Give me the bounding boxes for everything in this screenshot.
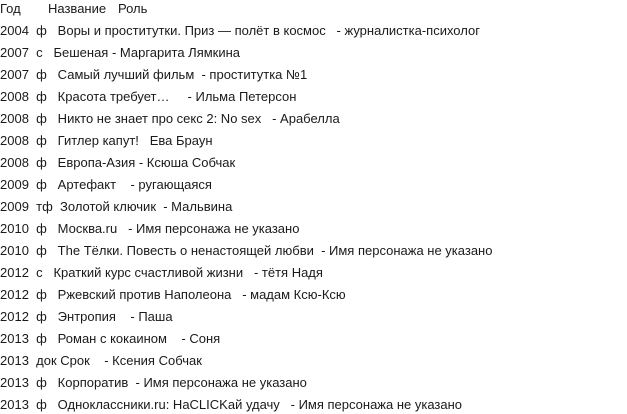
table-row: 2013 док Срок - Ксения Собчак — [0, 353, 202, 368]
table-row: 2004 ф Воры и проститутки. Приз — полёт в космос - журналистка-психолог — [0, 23, 480, 38]
table-row: 2012 ф Ржевский против Наполеона - мадам Ксю-Ксю — [0, 287, 346, 302]
table-row: 2008 ф Никто не знает про секс 2: No sex - Арабелла — [0, 111, 340, 126]
table-row: 2012 с Краткий курс счастливой жизни - тётя Надя — [0, 265, 323, 280]
table-row: 2013 ф Одноклассники.ru: НаCLICKай удачу - Имя персонажа не указано — [0, 397, 463, 412]
table-row: 2008 ф Гитлер капут! Ева Браун — [0, 133, 213, 148]
table-header — [0, 0, 147, 18]
header-year: Год — [0, 1, 21, 16]
table-row: 2008 ф Европа-Азия - Ксюша Собчак — [0, 155, 236, 170]
header-title: Название — [48, 1, 107, 16]
table-row: 2007 ф Самый лучший фильм - проститутка №1 — [0, 67, 308, 82]
table-row: 2009 ф Артефакт - ругающаяся — [0, 177, 212, 192]
table-row: 2012 ф Энтропия - Паша — [0, 309, 173, 324]
table-row: 2013 ф Роман с кокаином - Соня — [0, 331, 221, 346]
table-row: 2010 ф Москва.ru - Имя персонажа не указано — [0, 221, 300, 236]
table-row: 2008 ф Красота требует… - Ильма Петерсон — [0, 89, 297, 104]
header-role: Роль — [118, 1, 148, 16]
table-row: 2007 с Бешеная - Маргарита Лямкина — [0, 45, 241, 60]
table-row: 2013 ф Корпоратив - Имя персонажа не указано — [0, 375, 307, 390]
table-row: 2009 тф Золотой ключик - Мальвина — [0, 199, 233, 214]
table-row: 2010 ф The Тёлки. Повесть о ненастоящей любви - Имя персонажа не указано — [0, 243, 493, 258]
